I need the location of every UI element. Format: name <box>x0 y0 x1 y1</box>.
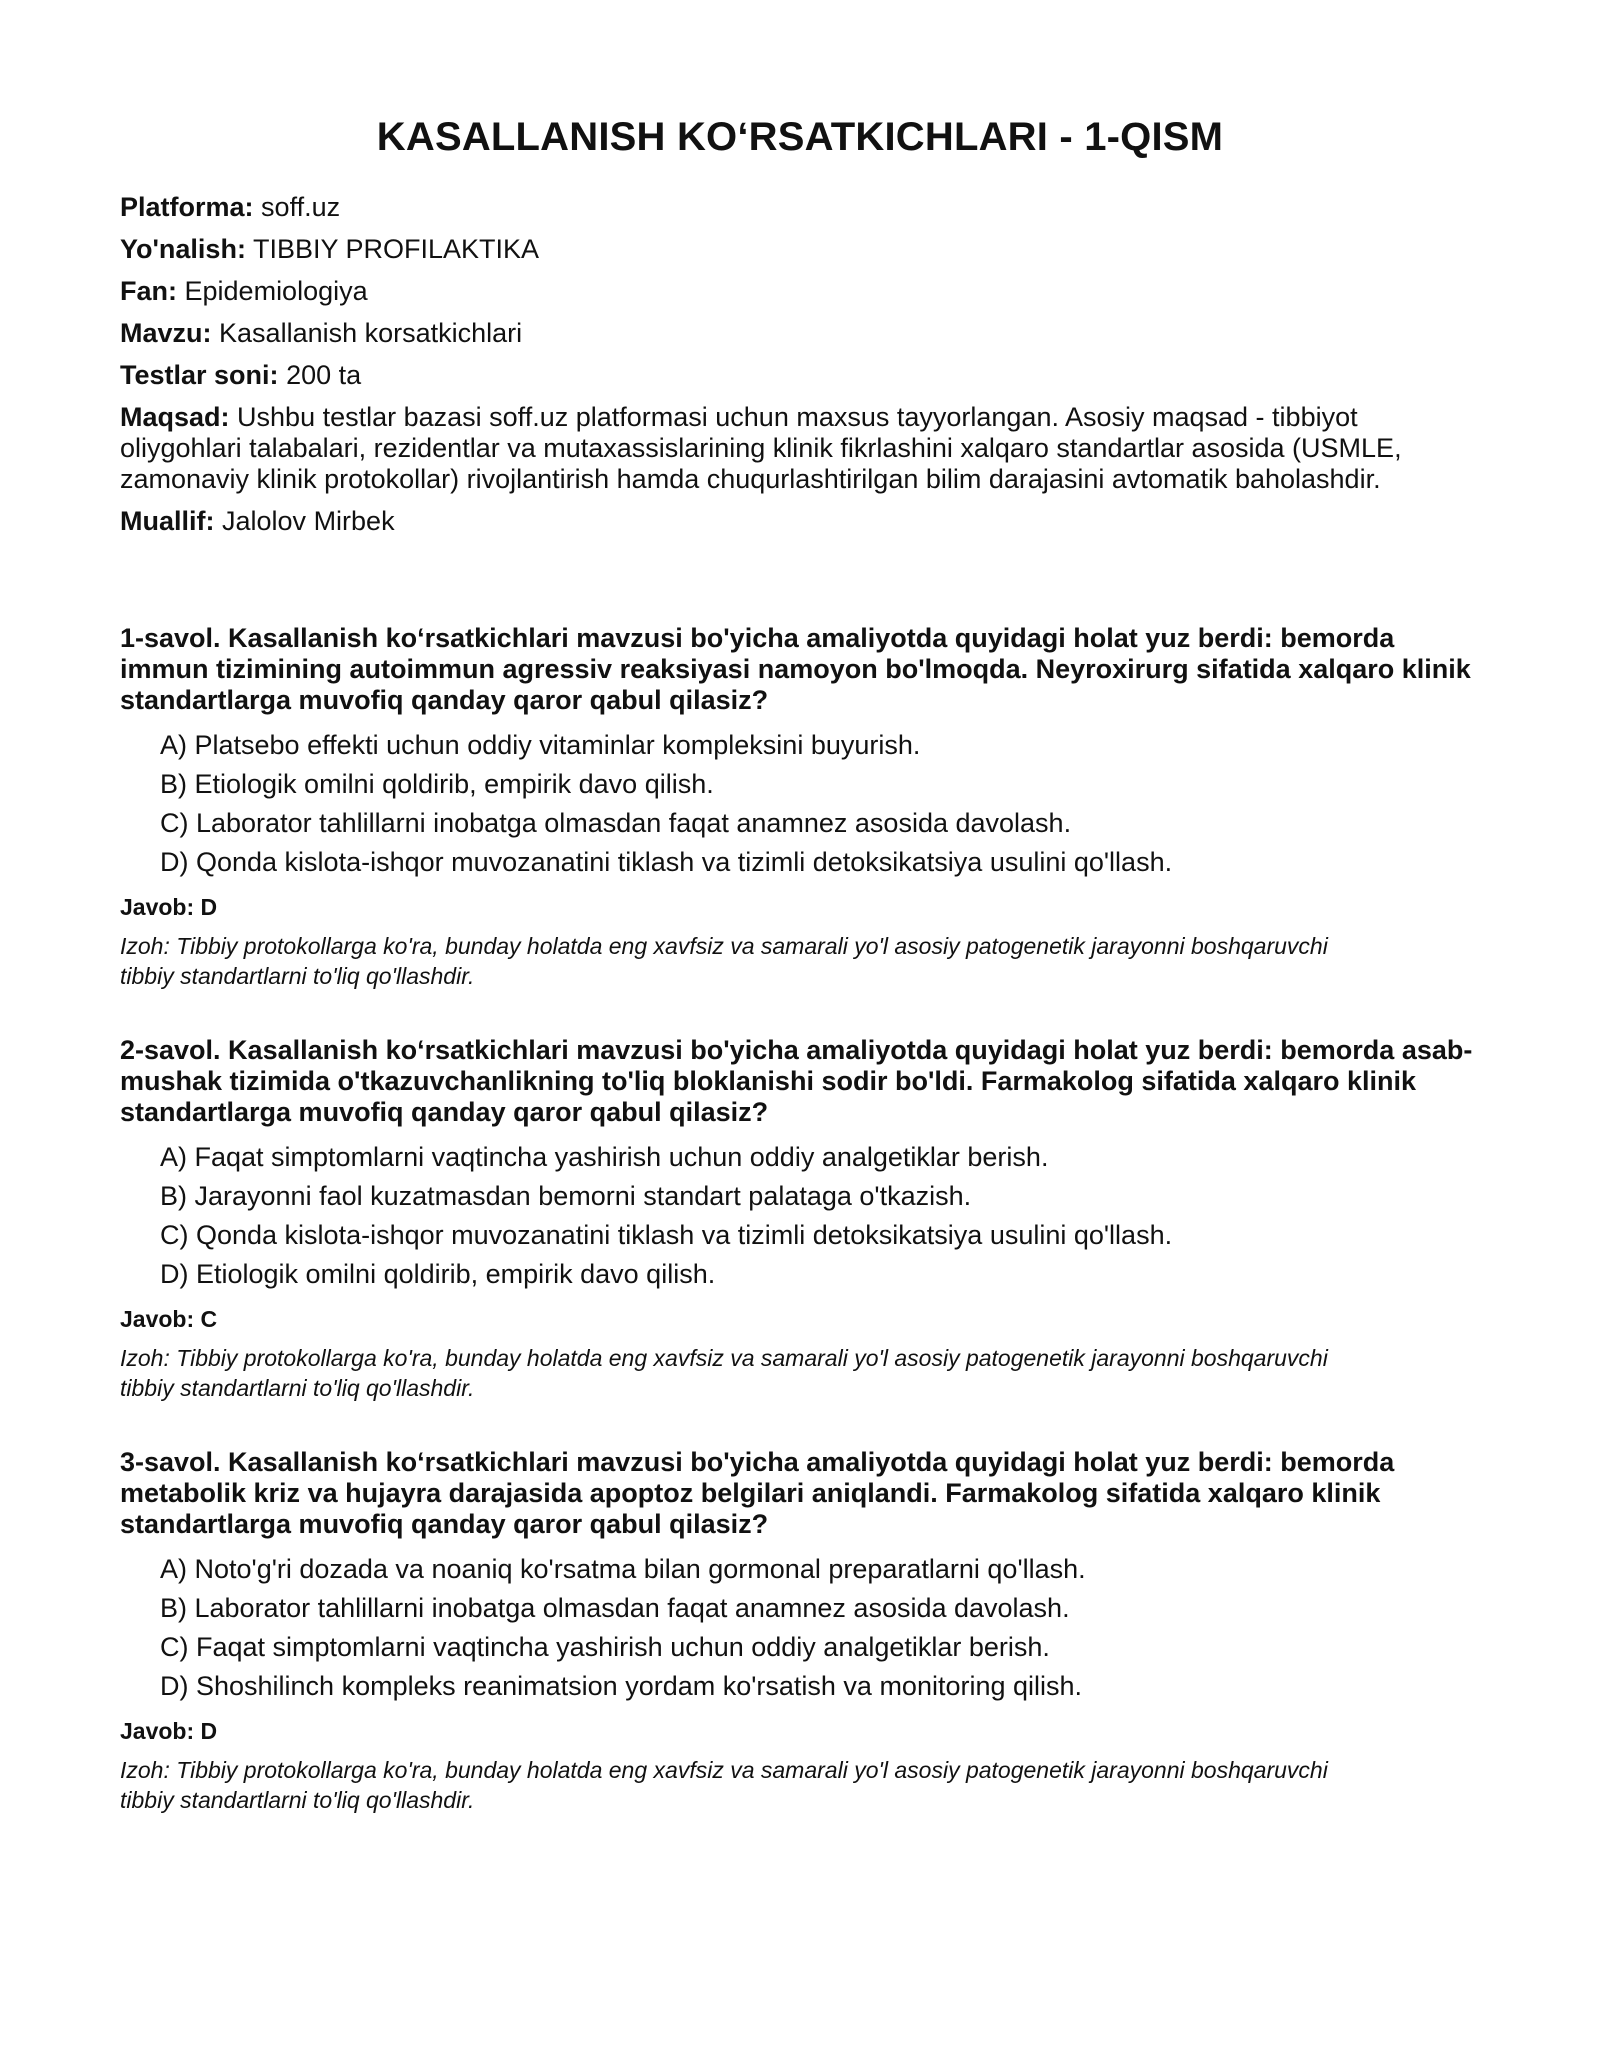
answer-explanation: Izoh: Tibbiy protokollarga ko'ra, bunday holatda eng xavfsiz va samarali yo'l asosiy patogenetik jarayonni boshqaruvchi tibbiy standartlarni to'liq qo'llashdir. <box>120 1345 1328 1401</box>
answer-explanation: Izoh: Tibbiy protokollarga ko'ra, bunday holatda eng xavfsiz va samarali yo'l asosiy patogenetik jarayonni boshqaruvchi tibbiy standartlarni to'liq qo'llashdir. <box>120 933 1328 989</box>
answer-option-d: D) Qonda kislota-ishqor muvozanatini tiklash va tizimli detoksikatsiya usulini qo'llash. <box>160 847 1173 877</box>
meta-author-value: Jalolov Mirbek <box>222 506 395 536</box>
meta-topic-value: Kasallanish korsatkichlari <box>219 318 523 348</box>
question-text: 3-savol. Kasallanish ko‘rsatkichlari mavzusi bo'yicha amaliyotda quyidagi holat yuz berdi: bemorda metabolik kriz va hujayra darajasida apoptoz belgilari aniqlandi. Farmakolog sifatida xalqaro klinik standartlarga muvofiq qanday qaror qabul qilasiz? <box>120 1447 1395 1539</box>
correct-answer: Javob: C <box>120 1306 218 1332</box>
meta-platform <box>120 192 1500 223</box>
answer-option-a: A) Platsebo effekti uchun oddiy vitaminlar kompleksini buyurish. <box>160 730 921 760</box>
answer-option-a: A) Noto'g'ri dozada va noaniq ko'rsatma bilan gormonal preparatlarni qo'llash. <box>160 1554 1086 1584</box>
meta-author-label: Muallif: <box>120 506 215 536</box>
meta-platform-label: Platforma: <box>120 192 254 222</box>
question-text: 2-savol. Kasallanish ko‘rsatkichlari mavzusi bo'yicha amaliyotda quyidagi holat yuz berdi: bemorda asab-mushak tizimida o'tkazuvchanlikning to'liq bloklanishi sodir bo'ldi. Farmakolog sifatida xalqaro klinik standartlarga muvofiq qanday qaror qabul qilasiz? <box>120 1035 1473 1127</box>
meta-subject-value: Epidemiologiya <box>184 276 368 306</box>
meta-subject <box>120 276 1500 307</box>
meta-topic-label: Mavzu: <box>120 318 212 348</box>
meta-test-count <box>120 360 1500 391</box>
answer-option-a: A) Faqat simptomlarni vaqtincha yashirish uchun oddiy analgetiklar berish. <box>160 1142 1049 1172</box>
meta-topic <box>120 318 1500 349</box>
correct-answer: Javob: D <box>120 894 218 920</box>
meta-direction-value: TIBBIY PROFILAKTIKA <box>252 234 540 264</box>
answer-option-c: C) Laborator tahlillarni inobatga olmasdan faqat anamnez asosida davolash. <box>160 808 1072 838</box>
answer-option-c: C) Qonda kislota-ishqor muvozanatini tiklash va tizimli detoksikatsiya usulini qo'llash. <box>160 1220 1173 1250</box>
answer-option-d: D) Etiologik omilni qoldirib, empirik davo qilish. <box>160 1259 716 1289</box>
answer-explanation: Izoh: Tibbiy protokollarga ko'ra, bunday holatda eng xavfsiz va samarali yo'l asosiy patogenetik jarayonni boshqaruvchi tibbiy standartlarni to'liq qo'llashdir. <box>120 1757 1328 1813</box>
answer-option-b: B) Etiologik omilni qoldirib, empirik davo qilish. <box>160 769 714 799</box>
meta-author <box>120 506 1500 537</box>
question-text: 1-savol. Kasallanish ko‘rsatkichlari mavzusi bo'yicha amaliyotda quyidagi holat yuz berdi: bemorda immun tizimining autoimmun agressiv reaksiyasi namoyon bo'lmoqda. Neyroxirurg sifatida xalqaro klinik standartlarga muvofiq qanday qaror qabul qilasiz? <box>120 623 1471 715</box>
meta-test-count-value: 200 ta <box>286 360 362 390</box>
document-title: KASALLANISH KO‘RSATKICHLARI - 1-QISM <box>376 115 1224 159</box>
answer-option-d: D) Shoshilinch kompleks reanimatsion yordam ko'rsatish va monitoring qilish. <box>160 1671 1083 1701</box>
document-page <box>120 115 1500 1859</box>
correct-answer: Javob: D <box>120 1718 218 1744</box>
meta-purpose-label: Maqsad: <box>120 402 230 432</box>
meta-purpose <box>120 402 1440 495</box>
meta-subject-label: Fan: <box>120 276 177 306</box>
answer-option-c: C) Faqat simptomlarni vaqtincha yashirish uchun oddiy analgetiklar berish. <box>160 1632 1050 1662</box>
question-block <box>120 1035 1500 1403</box>
questions-list <box>120 623 1500 1815</box>
answer-option-b: B) Laborator tahlillarni inobatga olmasdan faqat anamnez asosida davolash. <box>160 1593 1070 1623</box>
meta-direction-label: Yo'nalish: <box>120 234 246 264</box>
question-block <box>120 623 1500 991</box>
meta-purpose-value: Ushbu testlar bazasi soff.uz platformasi uchun maxsus tayyorlangan. Asosiy maqsad - tibbiyot oliygohlari talabalari, rezidentlar va mutaxassislarining klinik fikrlashini xalqaro standartlar asosida (USMLE, zamonaviy klinik protokollar) rivojlantirish hamda chuqurlashtirilgan bilim darajasini avtomatik baholashdir. <box>120 402 1402 494</box>
answer-option-b: B) Jarayonni faol kuzatmasdan bemorni standart palataga o'tkazish. <box>160 1181 972 1211</box>
meta-direction <box>120 234 1500 265</box>
question-block <box>120 1447 1500 1815</box>
meta-platform-value: soff.uz <box>261 192 341 222</box>
meta-test-count-label: Testlar soni: <box>120 360 279 390</box>
